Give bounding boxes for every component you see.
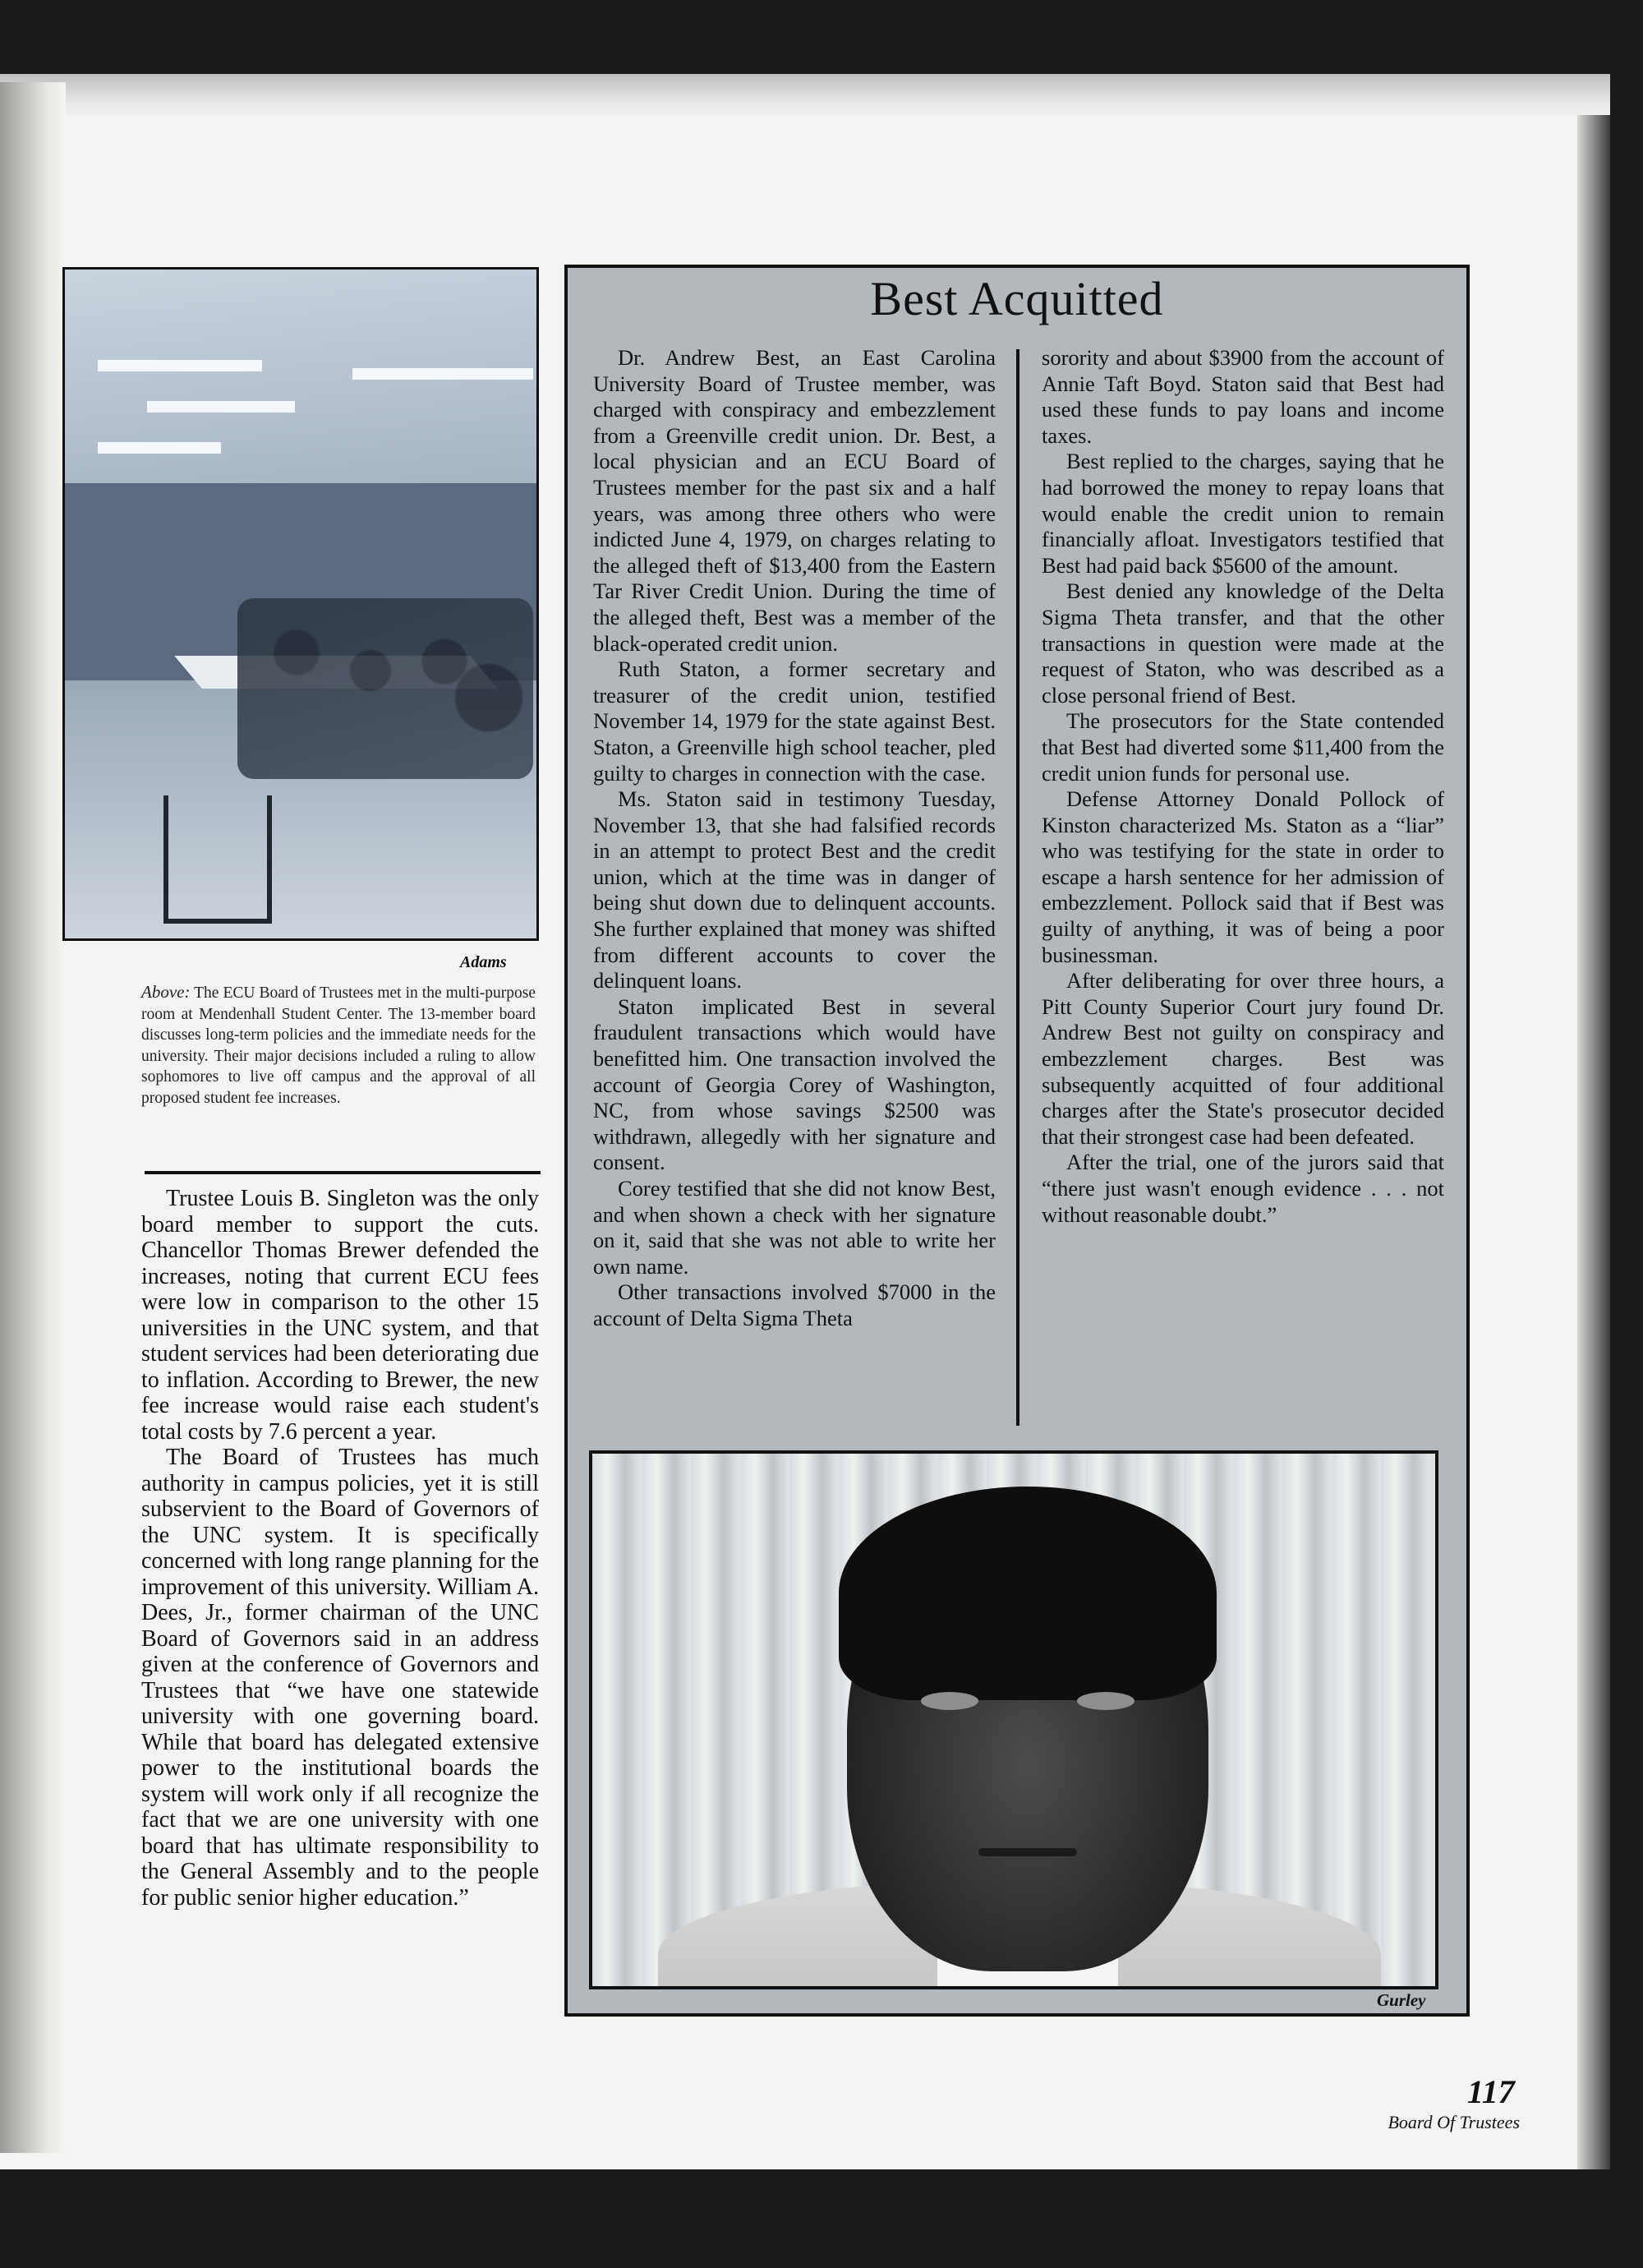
photo-credit-gurley: Gurley [1377, 1990, 1426, 2010]
ceiling-light [352, 368, 533, 380]
paragraph: Best replied to the charges, saying that he had borrowed the money to repay loans that would enable the credit union to remain financially afloat. Investigators testified that Best had paid back $5600 of the amount. [1042, 449, 1444, 578]
portrait-eye [1077, 1692, 1134, 1710]
paragraph: The prosecutors for the State contended that Best had diverted some $11,400 from the credit union funds for personal use. [1042, 708, 1444, 786]
paragraph: After the trial, one of the jurors said that “there just wasn't enough evidence . . . not without reasonable doubt.” [1042, 1150, 1444, 1227]
section-label: Board Of Trustees [1388, 2112, 1520, 2132]
ceiling-light [147, 401, 295, 413]
paragraph: Ruth Staton, a former secretary and treasurer of the credit union, testified November 14, 1979 for the state against Best. Staton, a Greenville high school teacher, pled guilty to charges in connection with the case. [593, 657, 996, 786]
portrait-eye [921, 1692, 978, 1710]
ceiling-light [98, 442, 221, 454]
paragraph: After deliberating for over three hours, a Pitt County Superior Court jury found Dr. Andrew Best not guilty on conspiracy and embezzlement charges. Best was subsequently acquitted of four additional charges after the State's prosecutor decided that their strongest case had been defeated. [1042, 968, 1444, 1149]
paragraph: Other transactions involved $7000 in the account of Delta Sigma Theta [593, 1279, 996, 1330]
photo-credit-adams: Adams [460, 953, 507, 971]
page-number: 117 [1467, 2073, 1515, 2110]
paragraph: Best denied any knowledge of the Delta Sigma Theta transfer, and that the other transactions in question were made at the request of Staton, who was described as a close personal friend of Best. [1042, 579, 1444, 708]
book-binding [0, 82, 66, 2153]
article-column-a [593, 345, 996, 1332]
photo-caption [141, 982, 536, 1109]
board-meeting-photo [62, 267, 539, 941]
left-column-text [141, 1186, 539, 1911]
paragraph: Dr. Andrew Best, an East Carolina University Board of Trustee member, was charged with conspiracy and embezzlement from a Greenville credit union. Dr. Best, a local physician and an ECU Board of Trustees member for the past six and a half years, was among three others who were indicted June 4, 1979, on charges relating to the alleged theft of $13,400 from the Eastern Tar River Credit Union. During the time of the alleged theft, Best was a member of the black-operated credit union. [593, 345, 996, 656]
paragraph: sorority and about $3900 from the account of Annie Taft Boyd. Staton said that Best had used these funds to pay loans and income taxes. [1042, 345, 1444, 448]
paragraph: Staton implicated Best in several fraudulent transactions which would have benefitted him. One transaction involved the account of Georgia Corey of Washington, NC, from whose savings $2500 was withdrawn, allegedly with her signature and consent. [593, 993, 996, 1175]
paragraph: The Board of Trustees has much authority in campus policies, yet it is still subservient to the Board of Governors of the UNC system. It is specifically concerned with long range planning for the improvement of this university. William A. Dees, Jr., former chairman of the UNC Board of Governors said in an address given at the conference of Governors and Trustees that “we have one statewide university with one governing board. While that board has delegated extensive power to the institutional boards the system will work only if all recognize the fact that we are one university with one board that has ultimate responsibility to the General Assembly and to the people for public senior higher education.” [141, 1445, 539, 1911]
ceiling-light [98, 360, 262, 371]
paragraph: Corey testified that she did not know Best, and when shown a check with her signature on it, said that she was not able to write her own name. [593, 1176, 996, 1279]
column-divider [1016, 349, 1019, 1426]
portrait-mouth [978, 1848, 1077, 1856]
paragraph: Defense Attorney Donald Pollock of Kinston characterized Ms. Staton as a “liar” who was testifying for the state in order to escape a harsh sentence for her admission of embezzlement. Pollock said that if Best was guilty of anything, it was of being a poor businessman. [1042, 786, 1444, 967]
caption-rule [145, 1171, 541, 1174]
caption-lead: Above: [141, 982, 191, 1002]
paragraph: Trustee Louis B. Singleton was the only board member to support the cuts. Chancellor Thomas Brewer defended the increases, noting that current ECU fees were low in comparison to the other 15 universities in the UNC system, and that student services had been deteriorating due to inflation. According to Brewer, the new fee increase would raise each student's total costs by 7.6 percent a year. [141, 1186, 539, 1445]
trustees-group [237, 598, 533, 779]
paragraph: Ms. Staton said in testimony Tuesday, November 13, that she had falsified records in an attempt to protect Best and the credit union, which at the time was in danger of being shut down due to delinquent accounts. She further explained that money was shifted from different accounts to cover the delinquent loans. [593, 786, 996, 993]
article-headline: Best Acquitted [870, 272, 1164, 325]
article-column-b [1042, 345, 1444, 1228]
page-right-edge [1577, 115, 1610, 2169]
portrait-hair [839, 1487, 1217, 1700]
portrait-photo [589, 1450, 1438, 1989]
caption-text: The ECU Board of Trustees met in the multi-purpose room at Mendenhall Student Center. The 13-member board discusses long-term policies and the immediate needs for the university. Their major decisions included a ruling to allow sophomores to live off campus and the approval of all proposed student fee increases. [141, 984, 536, 1107]
chair [163, 795, 272, 924]
